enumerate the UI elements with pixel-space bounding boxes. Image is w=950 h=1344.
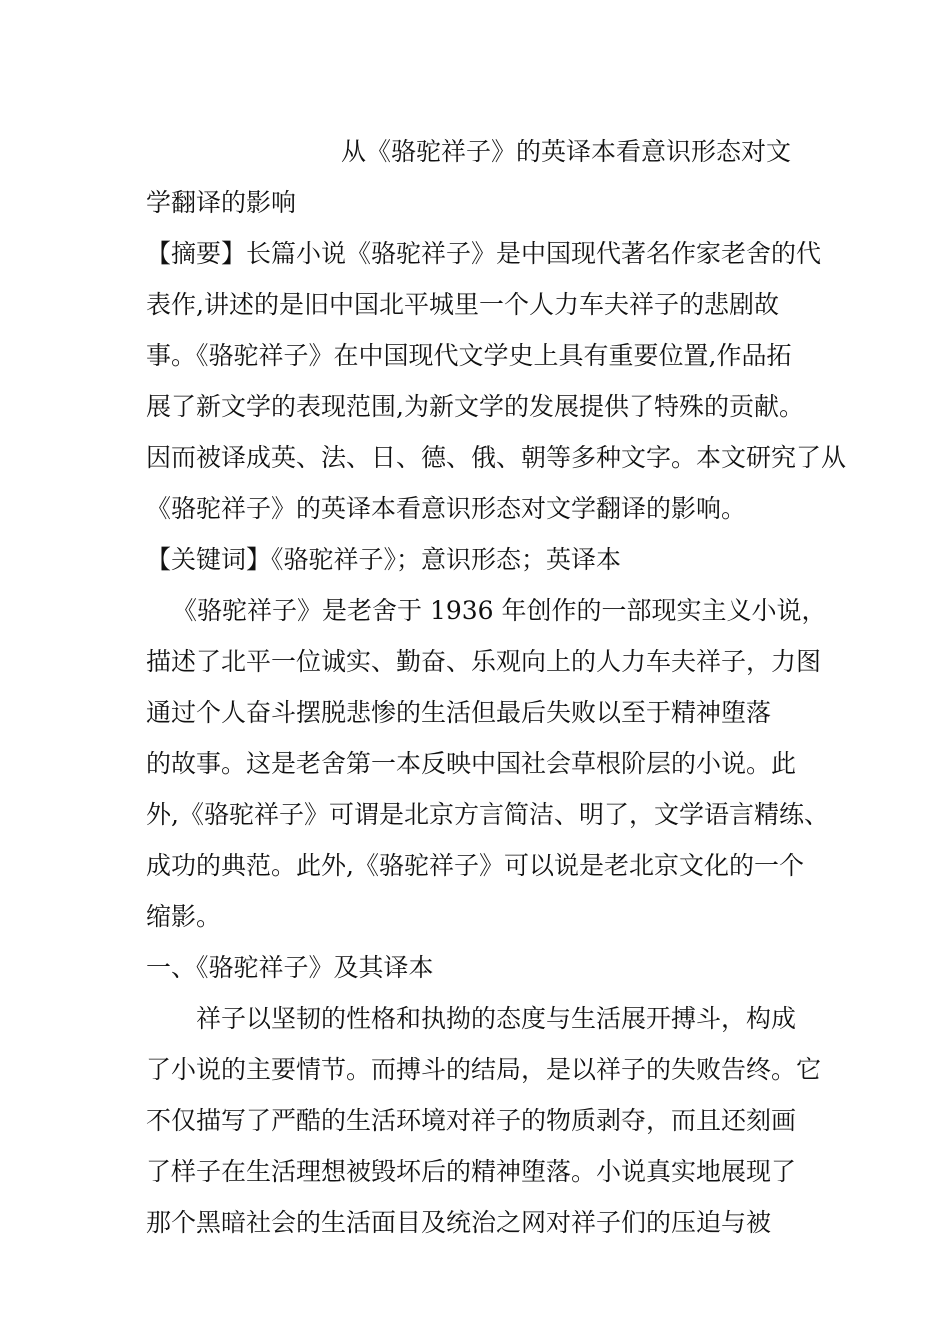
section-line-1: 祥子以坚韧的性格和执拗的态度与生活展开搏斗，构成	[196, 1004, 797, 1033]
intro-line-3: 通过个人奋斗摆脱悲惨的生活但最后失败以至于精神堕落	[146, 698, 772, 727]
abstract-line-6: 《骆驼祥子》的英译本看意识形态对文学翻译的影响。	[146, 494, 747, 523]
section-line-2: 了小说的主要情节。而搏斗的结局，是以祥子的失败告终。它	[146, 1055, 822, 1084]
intro-line-5: 外,《骆驼祥子》可谓是北京方言简洁、明了，文学语言精练、	[146, 800, 829, 829]
section-heading: 一、《骆驼祥子》及其译本	[146, 953, 434, 982]
keywords-line: 【关键词】《骆驼祥子》；意识形态；英译本	[146, 545, 622, 574]
intro-line-6: 成功的典范。此外,《骆驼祥子》可以说是老北京文化的一个	[146, 851, 804, 880]
abstract-line-4: 展了新文学的表现范围,为新文学的发展提供了特殊的贡献。	[146, 392, 804, 421]
section-line-4: 了样子在生活理想被毁坏后的精神堕落。小说真实地展现了	[146, 1157, 797, 1186]
section-line-3: 不仅描写了严酷的生活环境对祥子的物质剥夺，而且还刻画	[146, 1106, 797, 1135]
abstract-line-3: 事。《骆驼祥子》在中国现代文学史上具有重要位置,作品拓	[146, 341, 792, 370]
intro-line-1: 《骆驼祥子》是老舍于 1936 年创作的一部现实主义小说，	[172, 596, 827, 625]
abstract-line-2: 表作,讲述的是旧中国北平城里一个人力车夫祥子的悲剧故	[146, 290, 779, 319]
abstract-line-1: 【摘要】长篇小说《骆驼祥子》是中国现代著名作家老舍的代	[146, 239, 822, 268]
intro-line-4: 的故事。这是老舍第一本反映中国社会草根阶层的小说。此	[146, 749, 797, 778]
intro-line-7: 缩影。	[146, 902, 222, 931]
section-line-5: 那个黑暗社会的生活面目及统治之网对祥子们的压迫与被	[146, 1208, 772, 1237]
document-body	[146, 126, 847, 1248]
abstract-line-5: 因而被译成英、法、日、德、俄、朝等多种文字。本文研究了从	[146, 443, 847, 472]
intro-line-2: 描述了北平一位诚实、勤奋、乐观向上的人力车夫祥子，力图	[146, 647, 822, 676]
title-line-2: 学翻译的影响	[146, 188, 297, 217]
title-line-1: 从《骆驼祥子》的英译本看意识形态对文	[341, 137, 792, 166]
